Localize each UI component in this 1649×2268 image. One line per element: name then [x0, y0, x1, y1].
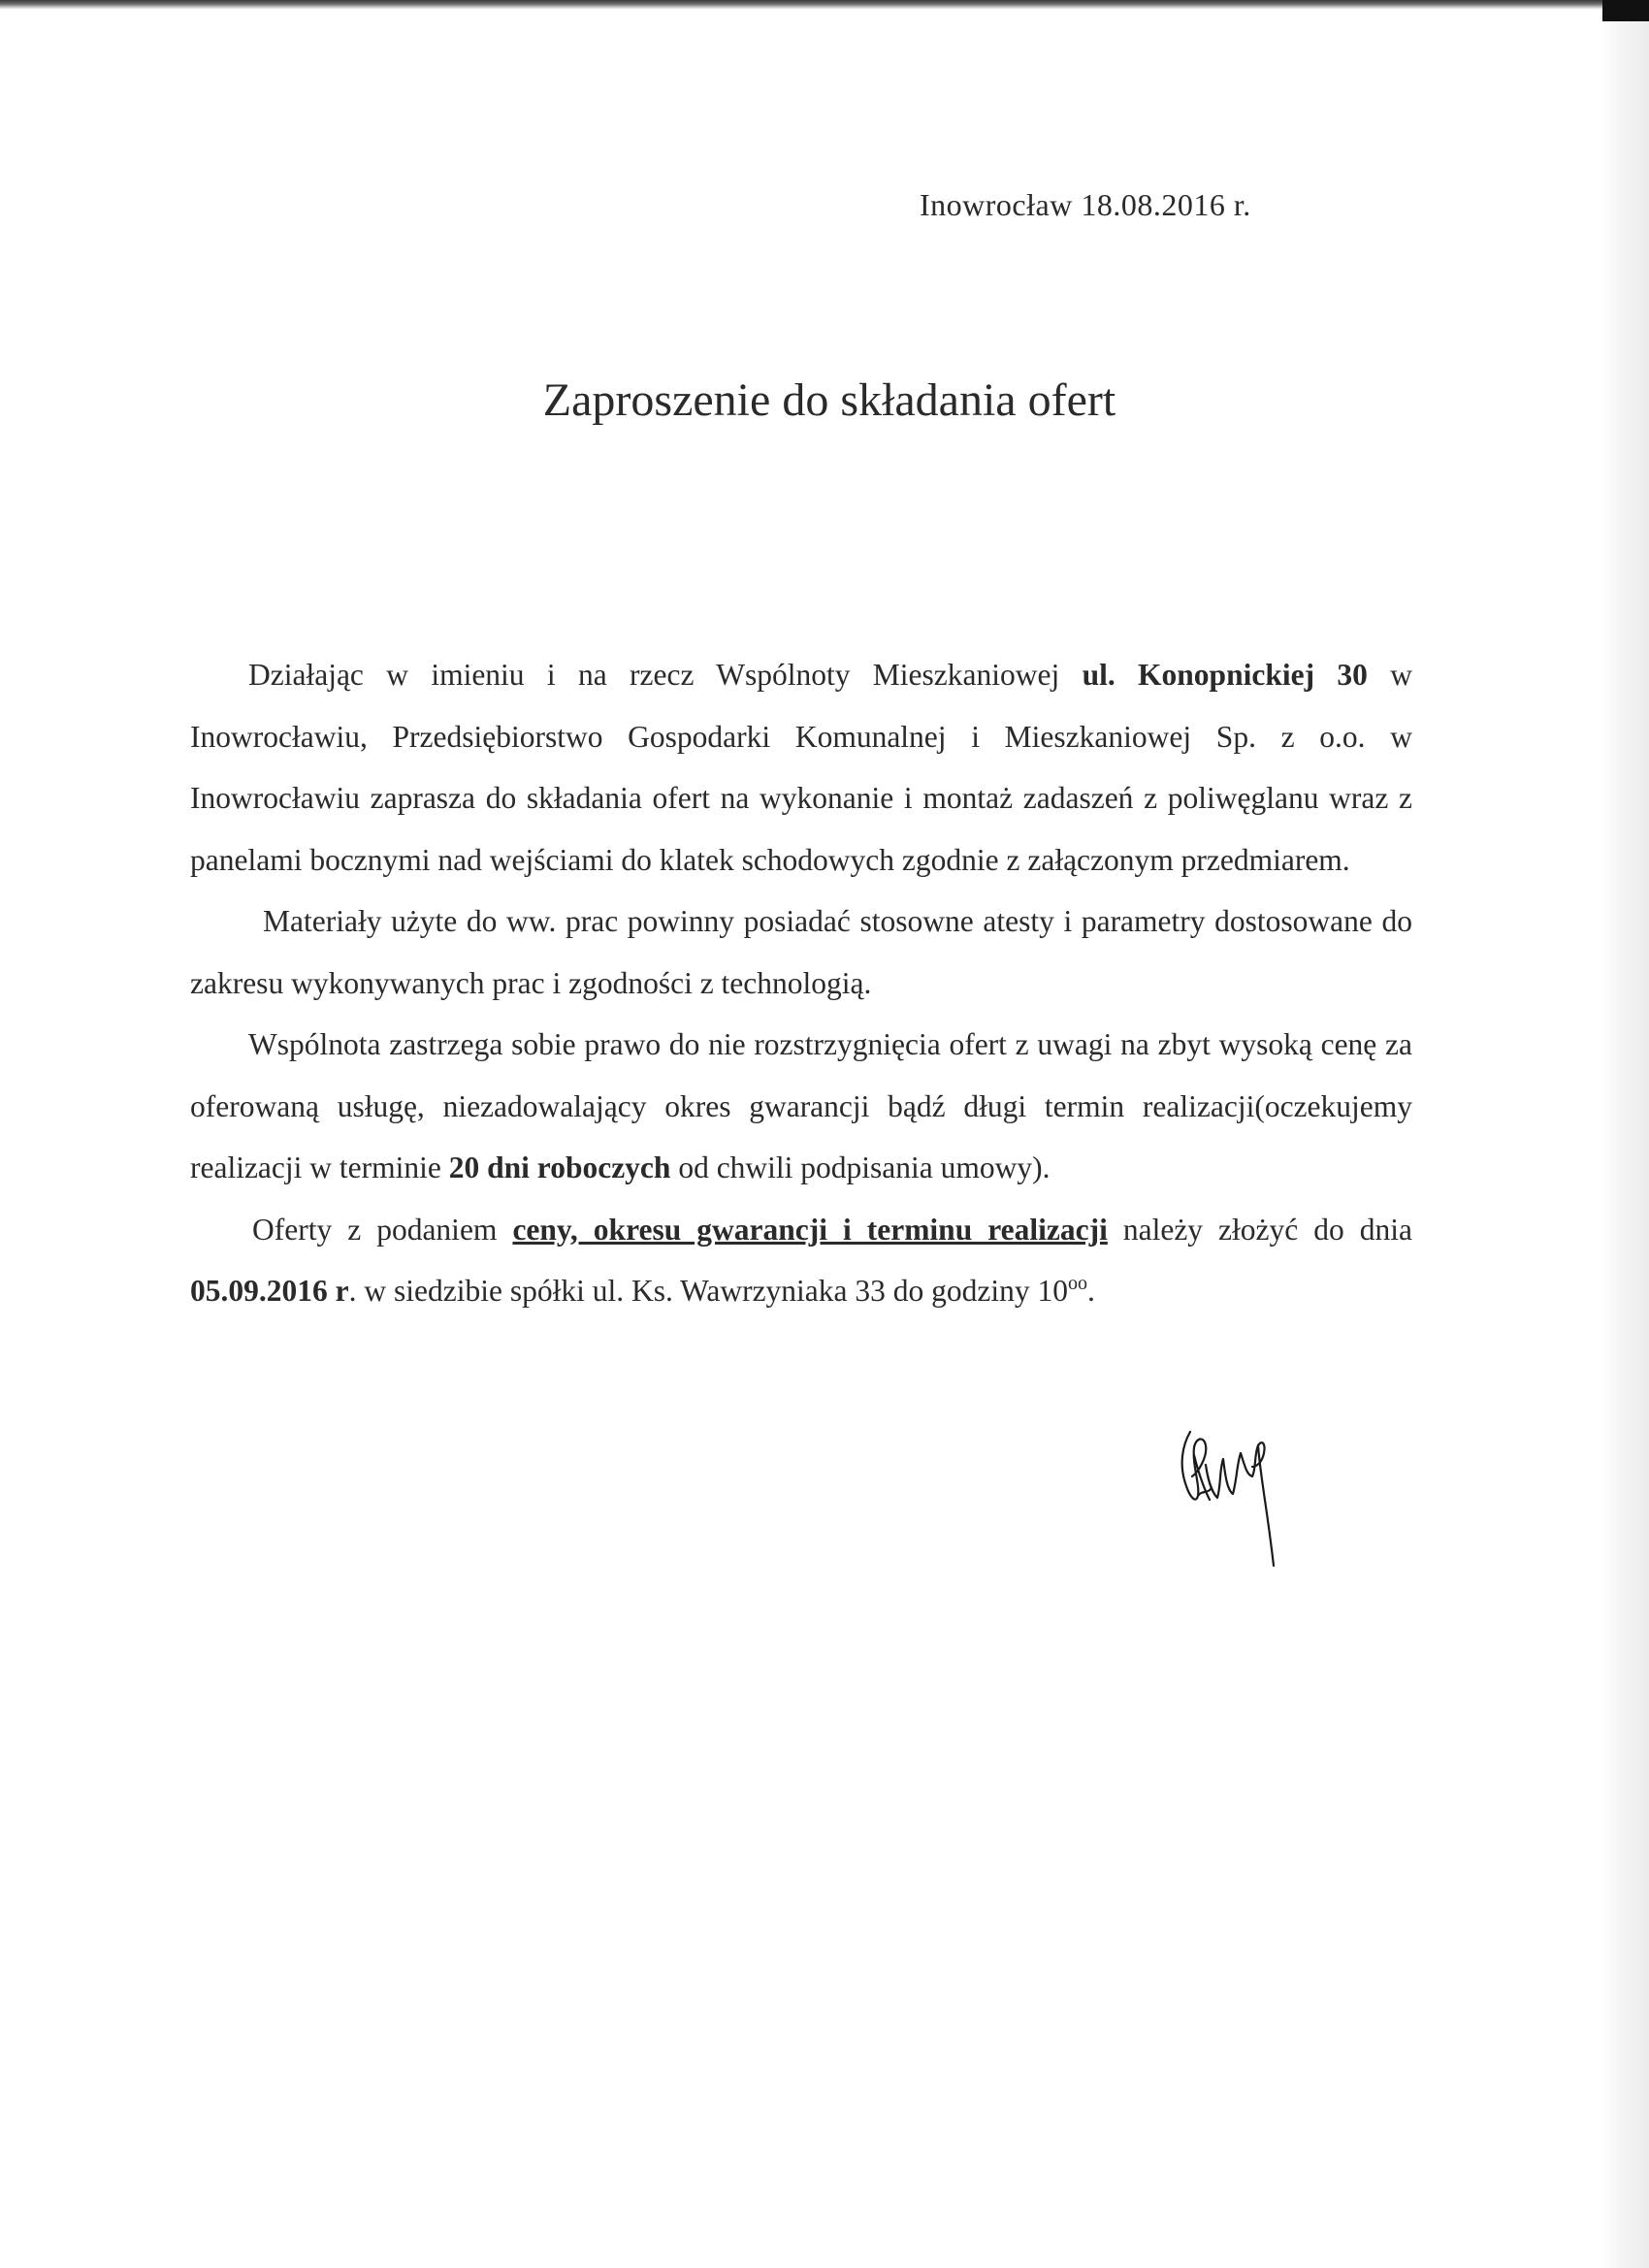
paragraph-submission [190, 1199, 1412, 1322]
place-and-date: Inowrocław 18.08.2016 r. [920, 187, 1251, 222]
paragraph-submission-end: . [1087, 1274, 1095, 1308]
paragraph-invitation-rest: w Inowrocławiu, Przedsiębiorstwo Gospodarki Komunalnej i Mieszkaniowej Sp. z o.o. w Inowrocławiu zaprasza do składania ofert na wykonanie i montaż zadaszeń z poliwęglanu wraz z panelami bocznymi nad wejściami do klatek schodowych zgodnie z załączonym przedmiarem. [190, 658, 1412, 877]
paragraph-materials-text: Materiały użyte do ww. prac powinny posiadać stosowne atesty i parametry dostosowane do zakresu wykonywanych prac i zgodności z technologią. [190, 904, 1412, 1000]
paragraph-reservation-rest: od chwili podpisania umowy). [670, 1150, 1051, 1184]
paragraph-submission-place: . w siedzibie spółki ul. Ks. Wawrzyniaka 33 do godziny 10 [348, 1274, 1068, 1308]
paragraph-submission-deadline-intro: należy złożyć do dnia [1107, 1212, 1412, 1247]
paragraph-reservation [190, 1014, 1412, 1199]
paragraph-invitation [190, 644, 1412, 891]
completion-term: 20 dni roboczych [448, 1150, 671, 1184]
submission-deadline-date: 05.09.2016 r [190, 1274, 349, 1308]
paragraph-submission-intro: Oferty z podaniem [252, 1212, 513, 1247]
paragraph-reservation-intro: Wspólnota zastrzega sobie prawo do nie rozstrzygnięcia ofert z uwagi na zbyt wysoką cenę za oferowaną usługę, niezadowalający okres gwarancji bądź długi termin realizacji(oczekujemy realizacji w terminie [190, 1027, 1412, 1184]
paragraph-invitation-intro: Działając w imieniu i na rzecz Wspólnoty Mieszkaniowej [248, 658, 1083, 692]
handwritten-signature [1169, 1426, 1295, 1571]
hour-minutes-superscript: oo [1068, 1273, 1087, 1294]
community-address: ul. Konopnickiej 30 [1082, 658, 1368, 692]
paragraph-materials [190, 891, 1412, 1014]
required-offer-elements: ceny, okresu gwarancji i terminu realizacji [512, 1212, 1108, 1247]
document-title: Zaproszenie do składania ofert [542, 374, 1116, 426]
letter-body [190, 644, 1412, 1322]
